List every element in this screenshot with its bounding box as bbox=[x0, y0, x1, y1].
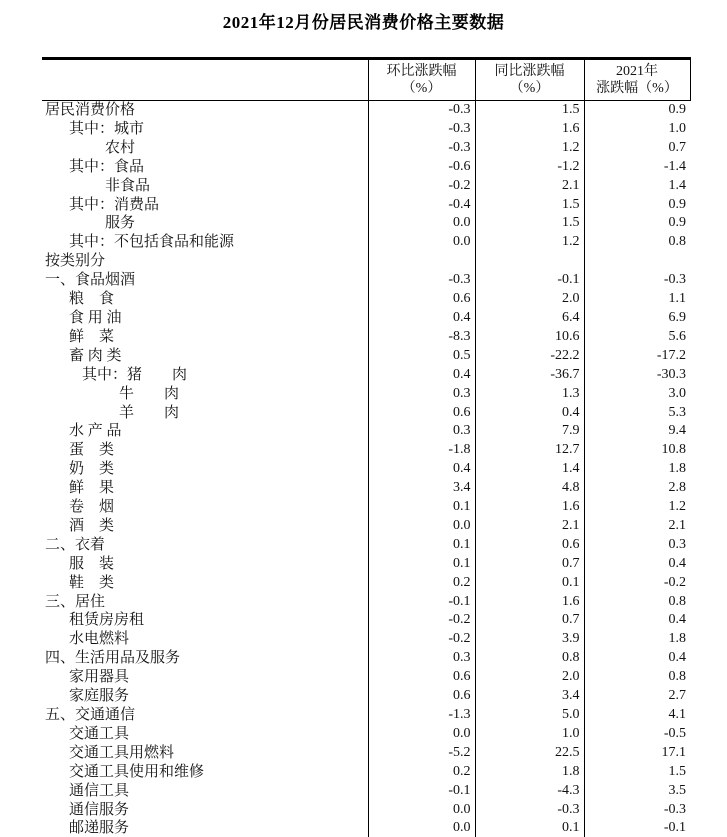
mom-value: -0.4 bbox=[368, 196, 475, 215]
mom-value: 0.0 bbox=[368, 214, 475, 233]
row-label: 水 产 品 bbox=[69, 423, 122, 440]
year-value: 1.2 bbox=[584, 498, 690, 517]
table-row bbox=[42, 460, 690, 479]
table-row bbox=[42, 819, 690, 837]
mom-value: 0.2 bbox=[368, 763, 475, 782]
row-label: 家庭服务 bbox=[69, 688, 130, 705]
row-label: 其中：食品 bbox=[69, 158, 145, 175]
mom-value: 3.4 bbox=[368, 479, 475, 498]
header-yoy-change bbox=[475, 59, 584, 101]
yoy-value: 6.4 bbox=[475, 309, 584, 328]
mom-value: 0.6 bbox=[368, 290, 475, 309]
year-value: 0.9 bbox=[584, 214, 690, 233]
header-year-change bbox=[584, 59, 690, 101]
row-label: 一、食品烟酒 bbox=[45, 272, 136, 289]
year-value: 1.5 bbox=[584, 763, 690, 782]
table-row bbox=[42, 517, 690, 536]
yoy-value: 1.5 bbox=[475, 101, 584, 120]
mom-value: 0.3 bbox=[368, 385, 475, 404]
mom-value: 0.2 bbox=[368, 574, 475, 593]
year-value: 0.3 bbox=[584, 536, 690, 555]
table-row bbox=[42, 177, 690, 196]
year-value: 2.7 bbox=[584, 687, 690, 706]
header-stub-cell bbox=[42, 59, 368, 101]
row-label: 家用器具 bbox=[69, 669, 130, 686]
mom-value: -0.2 bbox=[368, 611, 475, 630]
table-row bbox=[42, 536, 690, 555]
table-row bbox=[42, 404, 690, 423]
table-row bbox=[42, 668, 690, 687]
year-value: 3.5 bbox=[584, 782, 690, 801]
yoy-value: 0.8 bbox=[475, 649, 584, 668]
row-label: 蛋 类 bbox=[69, 442, 115, 459]
year-value: -17.2 bbox=[584, 347, 690, 366]
mom-value bbox=[368, 252, 475, 271]
table-row bbox=[42, 252, 690, 271]
year-value: 3.0 bbox=[584, 385, 690, 404]
row-label: 二、衣着 bbox=[45, 536, 106, 553]
row-label: 交通工具 bbox=[69, 725, 130, 742]
year-value bbox=[584, 252, 690, 271]
row-label: 其中：猪 肉 bbox=[82, 366, 188, 383]
mom-value: 0.1 bbox=[368, 536, 475, 555]
row-label: 鞋 类 bbox=[69, 574, 115, 591]
header-year-line2: 涨跌幅（%） bbox=[596, 80, 678, 96]
row-label: 通信服务 bbox=[69, 801, 130, 818]
yoy-value: 1.3 bbox=[475, 385, 584, 404]
mom-value: -1.8 bbox=[368, 441, 475, 460]
row-label: 卷 烟 bbox=[69, 499, 115, 516]
year-value: 10.8 bbox=[584, 441, 690, 460]
table-row bbox=[42, 498, 690, 517]
mom-value: 0.0 bbox=[368, 233, 475, 252]
yoy-value: 1.6 bbox=[475, 593, 584, 612]
yoy-value: 1.8 bbox=[475, 763, 584, 782]
row-label: 鲜 果 bbox=[69, 480, 115, 497]
table-row bbox=[42, 782, 690, 801]
yoy-value: 2.1 bbox=[475, 177, 584, 196]
mom-value: -0.3 bbox=[368, 101, 475, 120]
year-value: 17.1 bbox=[584, 744, 690, 763]
header-row bbox=[42, 59, 690, 101]
table-row bbox=[42, 479, 690, 498]
mom-value: 0.5 bbox=[368, 347, 475, 366]
table-row bbox=[42, 593, 690, 612]
row-label: 交通工具用燃料 bbox=[69, 744, 175, 761]
yoy-value: 22.5 bbox=[475, 744, 584, 763]
year-value: 1.8 bbox=[584, 460, 690, 479]
yoy-value: 1.5 bbox=[475, 214, 584, 233]
row-label: 其中：消费品 bbox=[69, 196, 160, 213]
year-value: 0.4 bbox=[584, 649, 690, 668]
mom-value: 0.1 bbox=[368, 498, 475, 517]
yoy-value: 0.4 bbox=[475, 404, 584, 423]
year-value: -0.3 bbox=[584, 801, 690, 820]
mom-value: 0.3 bbox=[368, 649, 475, 668]
row-label: 非食品 bbox=[105, 177, 151, 194]
table-row bbox=[42, 328, 690, 347]
year-value: 2.8 bbox=[584, 479, 690, 498]
table-row bbox=[42, 555, 690, 574]
row-label: 酒 类 bbox=[69, 517, 115, 534]
yoy-value: 2.0 bbox=[475, 668, 584, 687]
year-value: 0.4 bbox=[584, 555, 690, 574]
row-label: 农村 bbox=[105, 139, 136, 156]
yoy-value: 0.7 bbox=[475, 555, 584, 574]
row-label: 三、居住 bbox=[45, 593, 106, 610]
mom-value: -0.6 bbox=[368, 158, 475, 177]
row-label: 食 用 油 bbox=[69, 309, 122, 326]
mom-value: 0.4 bbox=[368, 309, 475, 328]
mom-value: 0.6 bbox=[368, 687, 475, 706]
header-mom-line2: （%） bbox=[401, 80, 442, 96]
yoy-value: -0.1 bbox=[475, 271, 584, 290]
row-label: 牛 肉 bbox=[119, 385, 180, 402]
mom-value: 0.1 bbox=[368, 555, 475, 574]
year-value: -1.4 bbox=[584, 158, 690, 177]
year-value: 1.0 bbox=[584, 120, 690, 139]
mom-value: 0.0 bbox=[368, 801, 475, 820]
year-value: 0.8 bbox=[584, 668, 690, 687]
table-row bbox=[42, 271, 690, 290]
table-row bbox=[42, 366, 690, 385]
mom-value: -0.2 bbox=[368, 630, 475, 649]
mom-value: -1.3 bbox=[368, 706, 475, 725]
year-value: 0.7 bbox=[584, 139, 690, 158]
row-label: 其中：城市 bbox=[69, 120, 145, 137]
row-label: 鲜 菜 bbox=[69, 328, 115, 345]
mom-value: -0.2 bbox=[368, 177, 475, 196]
table-row bbox=[42, 611, 690, 630]
table-row bbox=[42, 120, 690, 139]
table-row bbox=[42, 347, 690, 366]
table-row bbox=[42, 441, 690, 460]
header-mom-change bbox=[368, 59, 475, 101]
yoy-value: 3.4 bbox=[475, 687, 584, 706]
row-label: 交通工具使用和维修 bbox=[69, 763, 205, 780]
row-label: 水电燃料 bbox=[69, 631, 130, 648]
year-value: 0.4 bbox=[584, 611, 690, 630]
row-label: 奶 类 bbox=[69, 461, 115, 478]
table-row bbox=[42, 101, 690, 120]
table-row bbox=[42, 801, 690, 820]
yoy-value: 2.1 bbox=[475, 517, 584, 536]
table-row bbox=[42, 214, 690, 233]
year-value: -30.3 bbox=[584, 366, 690, 385]
mom-value: 0.4 bbox=[368, 460, 475, 479]
yoy-value: 0.7 bbox=[475, 611, 584, 630]
mom-value: -0.3 bbox=[368, 139, 475, 158]
mom-value: 0.6 bbox=[368, 668, 475, 687]
year-value: -0.5 bbox=[584, 725, 690, 744]
year-value: 0.9 bbox=[584, 196, 690, 215]
mom-value: -5.2 bbox=[368, 744, 475, 763]
header-yoy-line2: （%） bbox=[509, 80, 550, 96]
yoy-value: 1.4 bbox=[475, 460, 584, 479]
row-label: 通信工具 bbox=[69, 782, 130, 799]
year-value: 0.9 bbox=[584, 101, 690, 120]
table-row bbox=[42, 139, 690, 158]
mom-value: 0.0 bbox=[368, 819, 475, 837]
yoy-value: 1.6 bbox=[475, 120, 584, 139]
year-value: 1.1 bbox=[584, 290, 690, 309]
year-value: 9.4 bbox=[584, 422, 690, 441]
table-row bbox=[42, 233, 690, 252]
table-row bbox=[42, 422, 690, 441]
table-row bbox=[42, 744, 690, 763]
yoy-value: 4.8 bbox=[475, 479, 584, 498]
table-row bbox=[42, 574, 690, 593]
yoy-value: 1.2 bbox=[475, 233, 584, 252]
year-value: -0.3 bbox=[584, 271, 690, 290]
table-row bbox=[42, 309, 690, 328]
yoy-value: 3.9 bbox=[475, 630, 584, 649]
year-value: 5.6 bbox=[584, 328, 690, 347]
yoy-value: 1.5 bbox=[475, 196, 584, 215]
table-row bbox=[42, 725, 690, 744]
page-title: 2021年12月份居民消费价格主要数据 bbox=[222, 13, 505, 32]
yoy-value: -1.2 bbox=[475, 158, 584, 177]
year-value: -0.2 bbox=[584, 574, 690, 593]
yoy-value: -4.3 bbox=[475, 782, 584, 801]
mom-value: -0.3 bbox=[368, 120, 475, 139]
mom-value: 0.0 bbox=[368, 725, 475, 744]
row-label: 邮递服务 bbox=[69, 820, 130, 837]
table-row bbox=[42, 649, 690, 668]
row-label: 服务 bbox=[105, 215, 136, 232]
yoy-value: 10.6 bbox=[475, 328, 584, 347]
yoy-value bbox=[475, 252, 584, 271]
mom-value: -8.3 bbox=[368, 328, 475, 347]
yoy-value: 7.9 bbox=[475, 422, 584, 441]
row-label: 羊 肉 bbox=[119, 404, 180, 421]
year-value: 6.9 bbox=[584, 309, 690, 328]
yoy-value: -22.2 bbox=[475, 347, 584, 366]
table-row bbox=[42, 196, 690, 215]
row-label: 其中：不包括食品和能源 bbox=[69, 234, 235, 251]
row-label: 畜 肉 类 bbox=[69, 347, 122, 364]
year-value: 0.8 bbox=[584, 593, 690, 612]
yoy-value: 0.6 bbox=[475, 536, 584, 555]
year-value: 1.4 bbox=[584, 177, 690, 196]
year-value: 0.8 bbox=[584, 233, 690, 252]
row-label: 服 装 bbox=[69, 555, 115, 572]
year-value: 5.3 bbox=[584, 404, 690, 423]
header-year-line1: 2021年 bbox=[616, 63, 658, 79]
yoy-value: 1.0 bbox=[475, 725, 584, 744]
yoy-value: 2.0 bbox=[475, 290, 584, 309]
yoy-value: 12.7 bbox=[475, 441, 584, 460]
mom-value: 0.0 bbox=[368, 517, 475, 536]
yoy-value: 5.0 bbox=[475, 706, 584, 725]
mom-value: 0.6 bbox=[368, 404, 475, 423]
row-label: 四、生活用品及服务 bbox=[45, 650, 181, 667]
table-row bbox=[42, 630, 690, 649]
table-row bbox=[42, 706, 690, 725]
row-label: 居民消费价格 bbox=[45, 102, 136, 118]
row-label: 租赁房房租 bbox=[69, 612, 145, 629]
mom-value: 0.3 bbox=[368, 422, 475, 441]
table-row bbox=[42, 687, 690, 706]
yoy-value: 0.1 bbox=[475, 819, 584, 837]
year-value: -0.1 bbox=[584, 819, 690, 837]
table-row bbox=[42, 763, 690, 782]
row-label: 五、交通通信 bbox=[45, 707, 136, 723]
table-row bbox=[42, 385, 690, 404]
yoy-value: -36.7 bbox=[475, 366, 584, 385]
mom-value: -0.1 bbox=[368, 782, 475, 801]
yoy-value: -0.3 bbox=[475, 801, 584, 820]
header-mom-line1: 环比涨跌幅 bbox=[386, 63, 457, 79]
table-row bbox=[42, 158, 690, 177]
row-label: 按类别分 bbox=[45, 253, 106, 270]
mom-value: 0.4 bbox=[368, 366, 475, 385]
cpi-table bbox=[42, 57, 691, 837]
yoy-value: 1.2 bbox=[475, 139, 584, 158]
header-yoy-line1: 同比涨跌幅 bbox=[494, 63, 565, 79]
table-row bbox=[42, 290, 690, 309]
table-body bbox=[42, 101, 690, 837]
year-value: 2.1 bbox=[584, 517, 690, 536]
mom-value: -0.1 bbox=[368, 593, 475, 612]
year-value: 1.8 bbox=[584, 630, 690, 649]
year-value: 4.1 bbox=[584, 706, 690, 725]
yoy-value: 0.1 bbox=[475, 574, 584, 593]
yoy-value: 1.6 bbox=[475, 498, 584, 517]
mom-value: -0.3 bbox=[368, 271, 475, 290]
row-label: 粮 食 bbox=[69, 291, 115, 308]
